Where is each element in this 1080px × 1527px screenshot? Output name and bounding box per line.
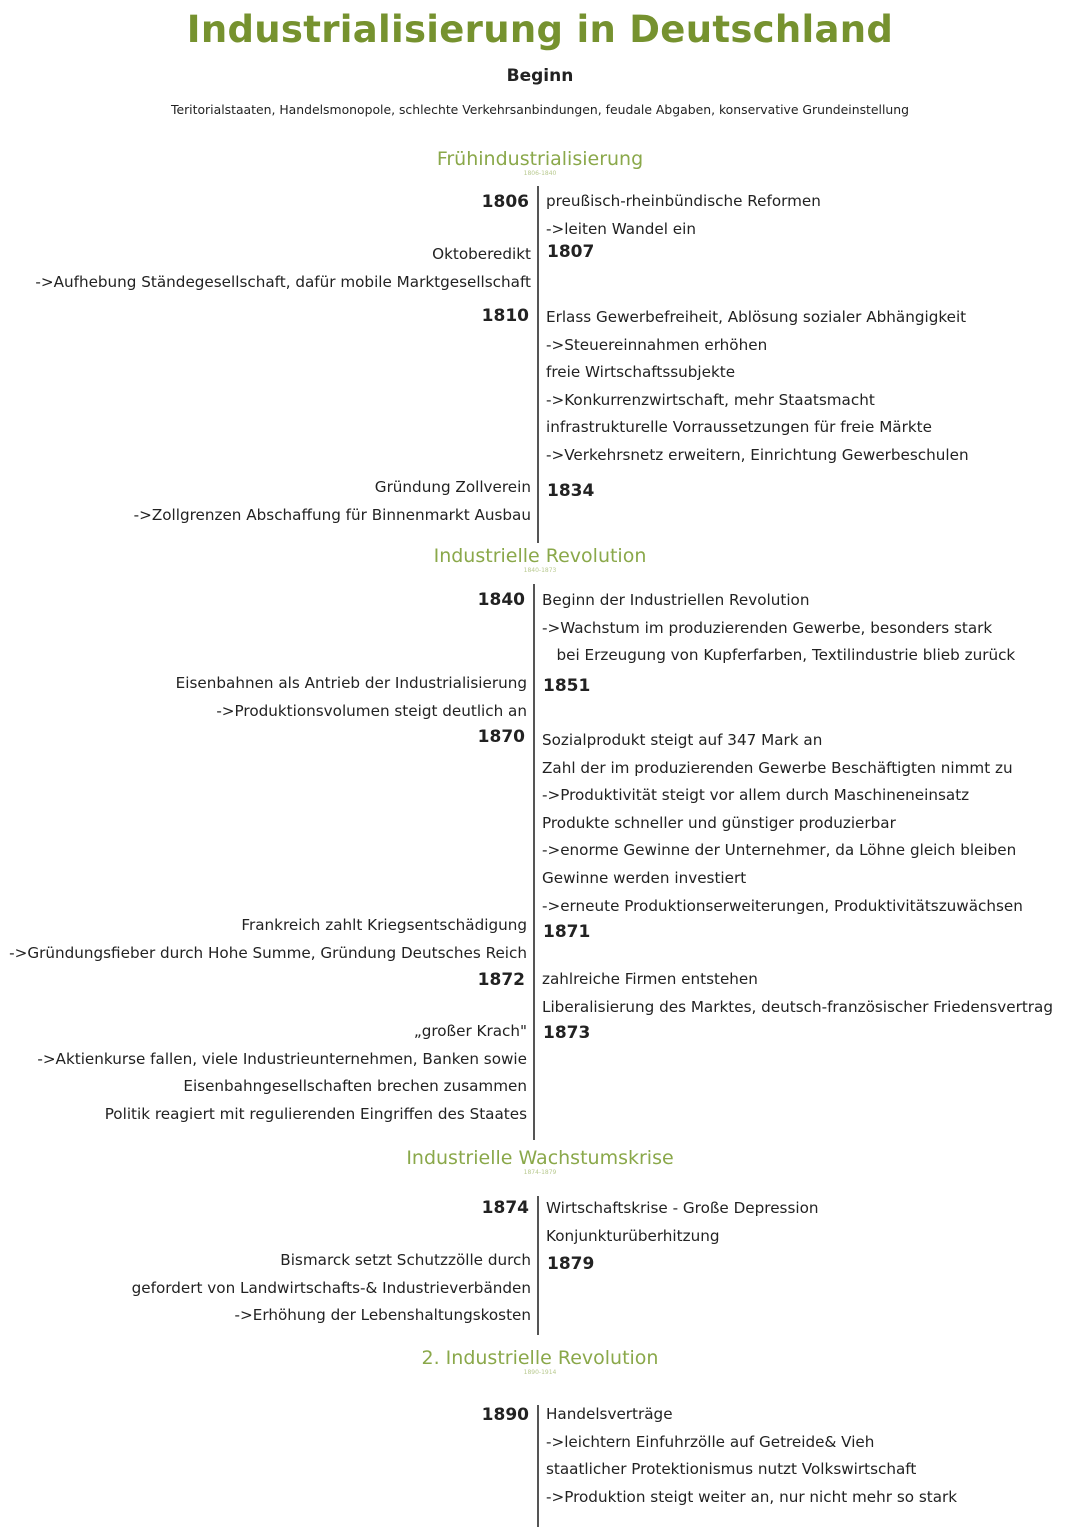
event-year: 1871 [543, 922, 591, 942]
event-year: 1807 [547, 242, 595, 262]
section-range: 1874-1879 [523, 1169, 557, 1176]
timeline-axis [533, 584, 535, 1140]
event-line: ->Zollgrenzen Abschaffung für Binnenmarkt Ausbau [133, 505, 531, 524]
event-line: gefordert von Landwirtschafts-& Industrieverbänden [131, 1278, 531, 1297]
section-range: 1890-1914 [523, 1369, 557, 1376]
event-line: Erlass Gewerbefreiheit, Ablösung sozialer Abhängigkeit [546, 308, 967, 326]
section-title: Industrielle Revolution [433, 545, 647, 567]
event-line: Zahl der im produzierenden Gewerbe Beschäftigten nimmt zu [542, 758, 1013, 777]
event-line: staatlicher Protektionismus nutzt Volkswirtschaft [546, 1460, 917, 1479]
event-line: ->Produktionsvolumen steigt deutlich an [216, 701, 527, 720]
event-description [37, 1018, 527, 1128]
event-line: ->Wachstum im produzierenden Gewerbe, besonders stark [542, 618, 993, 637]
event-description [35, 241, 531, 296]
event-description [132, 1247, 531, 1330]
timeline-axis [537, 1405, 539, 1527]
event-line: ->Aktienkurse fallen, viele Industrieunternehmen, Banken sowie [37, 1049, 527, 1068]
event-line: Gründung Zollverein [374, 478, 531, 496]
event-line: ->Produktion steigt weiter an, nur nicht mehr so stark [546, 1487, 958, 1506]
event-line: preußisch-rheinbündische Reformen [546, 192, 821, 210]
event-description [546, 1401, 957, 1511]
section-range: 1840-1873 [523, 567, 557, 574]
timeline-axis [537, 186, 539, 543]
event-year: 1810 [481, 306, 529, 326]
event-line: ->leichtern Einfuhrzölle auf Getreide& Vieh [546, 1432, 875, 1451]
event-year: 1874 [481, 1198, 529, 1218]
event-line: Beginn der Industriellen Revolution [542, 591, 810, 609]
section-heading [0, 1147, 1080, 1177]
event-line: Produkte schneller und günstiger produzierbar [542, 813, 896, 832]
event-line: ->Verkehrsnetz erweitern, Einrichtung Gewerbeschulen [546, 445, 969, 464]
event-year: 1851 [543, 676, 591, 696]
page-title: Industrialisierung in Deutschland [186, 8, 894, 51]
event-line: ->Konkurrenzwirtschaft, mehr Staatsmacht [546, 390, 875, 409]
event-description [176, 670, 527, 725]
section-title: Frühindustrialisierung [436, 148, 644, 170]
event-line: Frankreich zahlt Kriegsentschädigung [241, 916, 527, 934]
section-heading [0, 1347, 1080, 1377]
event-line: bei Erzeugung von Kupferfarben, Textilindustrie blieb zurück [542, 646, 1016, 665]
event-year: 1870 [477, 727, 525, 747]
event-description [542, 727, 1023, 920]
event-description [542, 966, 1053, 1021]
section-range: 1806-1840 [523, 170, 557, 177]
event-line: ->Produktivität steigt vor allem durch Maschineneinsatz [542, 786, 970, 805]
timeline-axis [537, 1196, 539, 1335]
event-line: Handelsverträge [546, 1405, 673, 1423]
section-heading [0, 545, 1080, 575]
event-line: Wirtschaftskrise - Große Depression [546, 1199, 819, 1217]
event-line: Gewinne werden investiert [542, 868, 747, 887]
event-description [546, 1195, 819, 1250]
event-line: Sozialprodukt steigt auf 347 Mark an [542, 731, 823, 749]
event-line: zahlreiche Firmen entstehen [542, 970, 758, 988]
event-line: freie Wirtschaftssubjekte [546, 363, 736, 382]
event-line: Liberalisierung des Marktes, deutsch-französischer Friedensvertrag [542, 997, 1053, 1016]
section-title: 2. Industrielle Revolution [421, 1347, 659, 1369]
event-description [546, 304, 969, 470]
event-description [542, 587, 1015, 670]
event-line: ->erneute Produktionserweiterungen, Produktivitätszuwächsen [542, 896, 1023, 915]
event-line: ->Aufhebung Ständegesellschaft, dafür mobile Marktgesellschaft [35, 272, 531, 291]
section-title: Industrielle Wachstumskrise [406, 1147, 674, 1169]
event-line: ->Gründungsfieber durch Hohe Summe, Gründung Deutsches Reich [9, 943, 527, 962]
event-year: 1873 [543, 1023, 591, 1043]
event-line: Oktoberedikt [432, 245, 531, 263]
event-year: 1879 [547, 1254, 595, 1274]
section-heading [0, 148, 1080, 178]
event-year: 1890 [481, 1405, 529, 1425]
event-description [134, 474, 531, 529]
event-line: ->Steuereinnahmen erhöhen [546, 335, 768, 354]
intro-text: Teritorialstaaten, Handelsmonopole, schlechte Verkehrsanbindungen, feudale Abgaben, konservative Grundeinstellung [171, 102, 909, 117]
event-line: ->Erhöhung der Lebenshaltungskosten [234, 1306, 531, 1325]
event-line: Politik reagiert mit regulierenden Eingriffen des Staates [104, 1104, 527, 1123]
event-year: 1806 [481, 192, 529, 212]
event-line: ->leiten Wandel ein [546, 219, 696, 238]
event-year: 1840 [477, 590, 525, 610]
event-description [9, 912, 527, 967]
event-line: Eisenbahngesellschaften brechen zusammen [183, 1077, 527, 1096]
event-line: „großer Krach" [413, 1022, 527, 1040]
event-year: 1834 [547, 481, 595, 501]
event-line: Konjunkturüberhitzung [546, 1226, 720, 1245]
event-year: 1872 [477, 970, 525, 990]
event-line: infrastrukturelle Vorraussetzungen für freie Märkte [546, 418, 932, 437]
event-line: Bismarck setzt Schutzzölle durch [280, 1251, 531, 1269]
event-line: ->enorme Gewinne der Unternehmer, da Löhne gleich bleiben [542, 841, 1017, 860]
event-line: Eisenbahnen als Antrieb der Industrialisierung [175, 674, 527, 692]
event-description [546, 188, 821, 243]
intro-heading: Beginn [506, 66, 574, 86]
